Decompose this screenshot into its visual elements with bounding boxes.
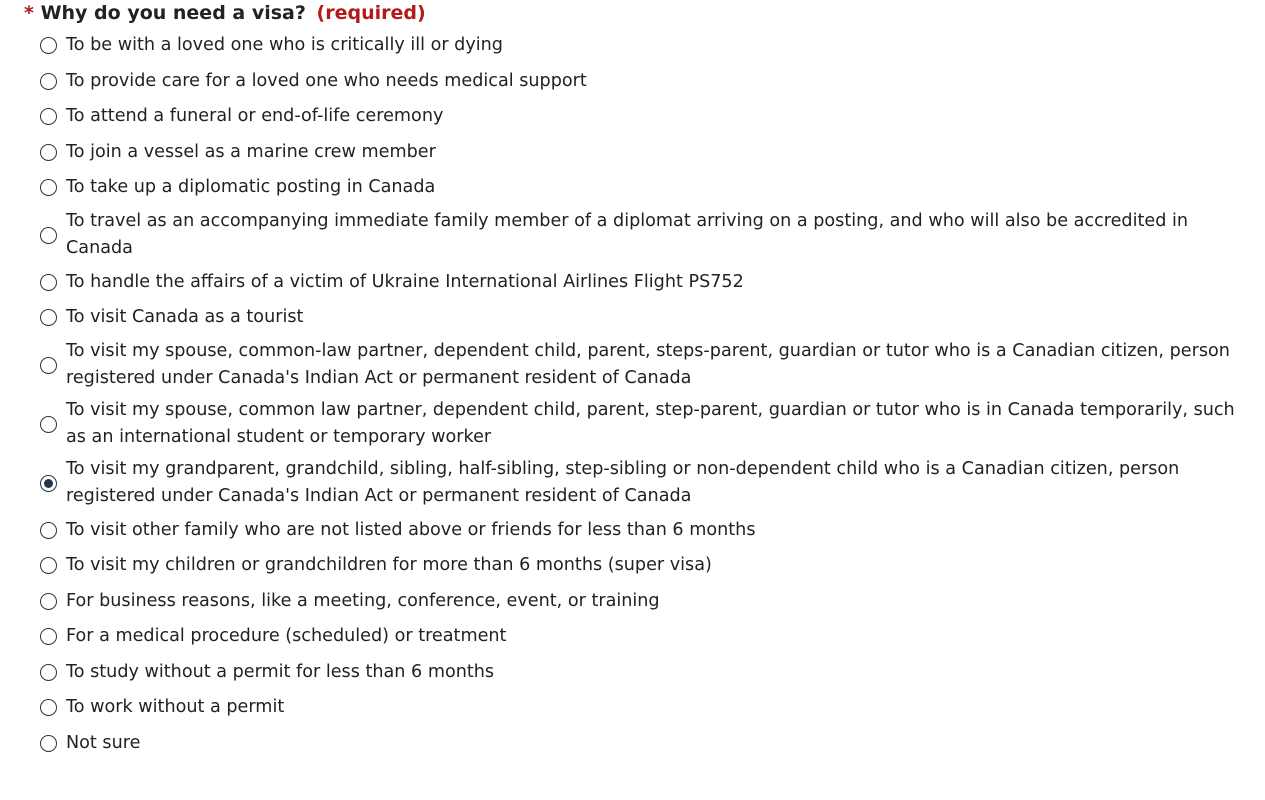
radio-button-icon[interactable] (40, 699, 57, 716)
radio-option-label: To provide care for a loved one who needs medical support (66, 70, 587, 91)
radio-option-label: To study without a permit for less than 6 months (66, 661, 495, 682)
radio-button-icon[interactable] (40, 522, 57, 539)
radio-option[interactable] (38, 170, 1243, 206)
radio-option-label: To visit my children or grandchildren for more than 6 months (super visa) (66, 555, 712, 575)
radio-option-label: To visit my spouse, common-law partner, dependent child, parent, steps-parent, guardian or tutor who is a Canadian citizen, person registered under Canada's Indian Act or permanent resident of Canada (66, 340, 1230, 388)
radio-button-icon[interactable] (40, 309, 57, 326)
radio-button-icon[interactable] (40, 593, 57, 610)
radio-option[interactable] (38, 64, 1243, 100)
radio-option-label: To work without a permit (66, 697, 285, 717)
radio-option[interactable] (38, 584, 1243, 620)
radio-option-label: To visit other family who are not listed above or friends for less than 6 months (66, 519, 756, 540)
radio-button-icon[interactable] (40, 108, 57, 125)
radio-option[interactable] (38, 135, 1243, 171)
radio-option-label: To visit my spouse, common law partner, dependent child, parent, step-parent, guardian or tutor who is in Canada temporarily, such as an international student or temporary worker (66, 399, 1235, 447)
required-star: * (24, 2, 34, 24)
radio-option[interactable] (38, 336, 1243, 395)
radio-option[interactable] (38, 265, 1243, 301)
radio-option-label: To visit my grandparent, grandchild, sibling, half-sibling, step-sibling or non-dependent child who is a Canadian citizen, person registered under Canada's Indian Act or permanent resident of Canada (66, 458, 1180, 506)
radio-option-label: To attend a funeral or end-of-life ceremony (66, 106, 444, 126)
required-label: (required) (316, 2, 426, 24)
radio-button-icon[interactable] (40, 144, 57, 161)
radio-option-selected[interactable] (38, 454, 1243, 513)
radio-option[interactable] (38, 300, 1243, 336)
radio-option[interactable] (38, 548, 1243, 584)
radio-button-icon[interactable] (40, 73, 57, 90)
radio-button-icon[interactable] (40, 416, 57, 433)
radio-option-label: For a medical procedure (scheduled) or treatment (66, 626, 507, 646)
radio-button-icon[interactable] (40, 664, 57, 681)
radio-option[interactable] (38, 726, 1243, 762)
radio-button-icon[interactable] (40, 227, 57, 244)
visa-reason-radio-group (38, 28, 1243, 761)
radio-option-label: For business reasons, like a meeting, conference, event, or training (66, 590, 660, 611)
radio-button-icon[interactable] (40, 557, 57, 574)
radio-option-label: Not sure (66, 732, 141, 753)
radio-option[interactable] (38, 690, 1243, 726)
radio-button-icon[interactable] (40, 628, 57, 645)
radio-option[interactable] (38, 619, 1243, 655)
radio-option-label: To visit Canada as a tourist (66, 307, 304, 327)
radio-option-label: To travel as an accompanying immediate family member of a diplomat arriving on a posting, and who will also be accredited in Canada (66, 210, 1189, 258)
radio-button-icon[interactable] (40, 357, 57, 374)
radio-button-icon[interactable] (40, 735, 57, 752)
question-text: Why do you need a visa? (40, 2, 306, 24)
question-heading (24, 0, 426, 26)
radio-option-label: To join a vessel as a marine crew member (66, 141, 436, 162)
radio-button-icon[interactable] (40, 179, 57, 196)
radio-option-label: To handle the affairs of a victim of Ukraine International Airlines Flight PS752 (66, 271, 744, 292)
radio-option[interactable] (38, 395, 1243, 454)
radio-option[interactable] (38, 513, 1243, 549)
radio-button-checked-icon[interactable] (40, 475, 57, 492)
radio-button-icon[interactable] (40, 274, 57, 291)
radio-option[interactable] (38, 28, 1243, 64)
radio-option[interactable] (38, 655, 1243, 691)
radio-option[interactable] (38, 206, 1243, 265)
radio-option-label: To be with a loved one who is critically ill or dying (66, 35, 503, 55)
radio-button-icon[interactable] (40, 37, 57, 54)
radio-option-label: To take up a diplomatic posting in Canada (66, 177, 436, 197)
radio-option[interactable] (38, 99, 1243, 135)
